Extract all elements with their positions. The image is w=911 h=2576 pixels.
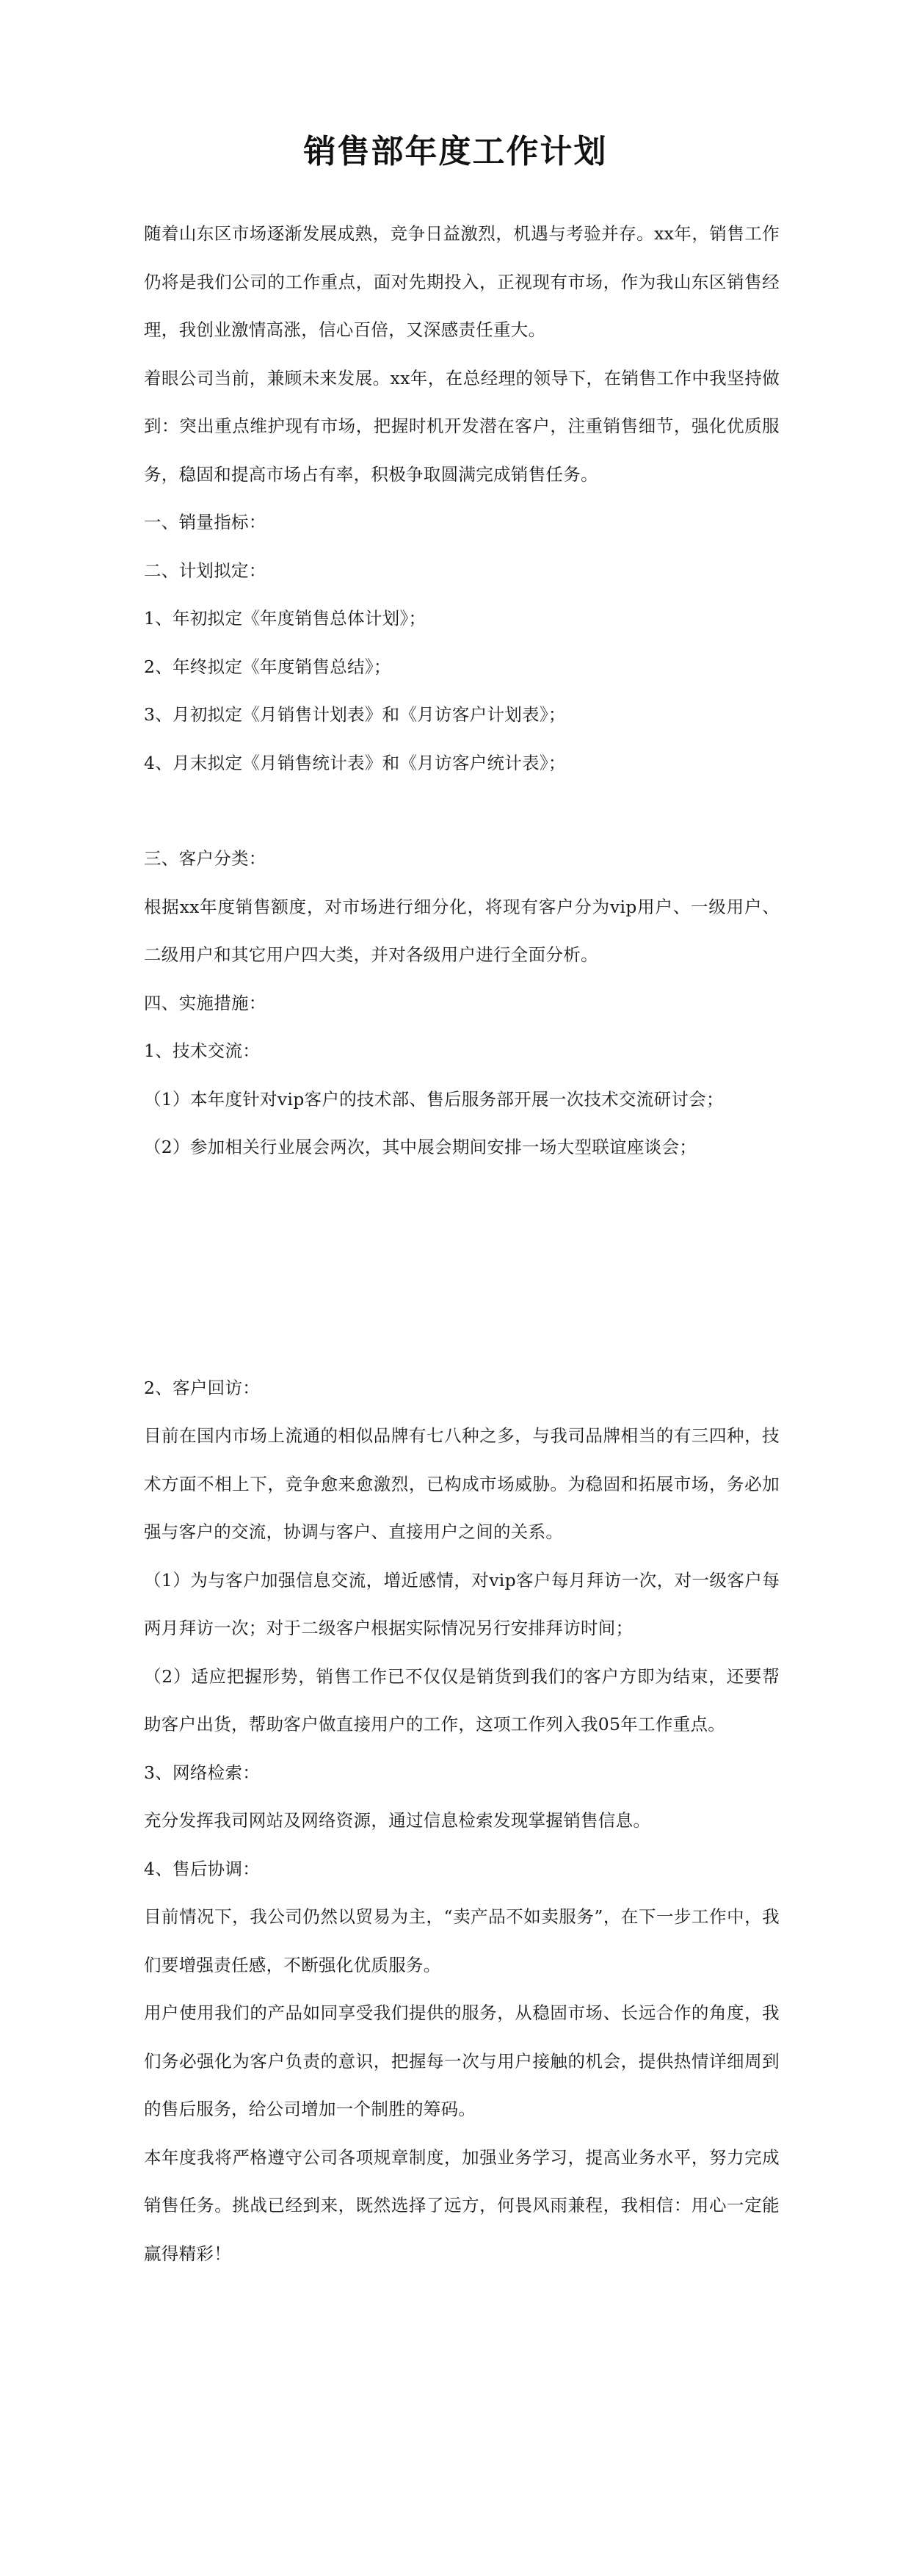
section-heading-plan: 二、计划拟定： bbox=[144, 560, 266, 581]
section-heading-sales-target: 一、销量指标： bbox=[144, 512, 266, 532]
tech-exchange-item-2: （2）参加相关行业展会两次，其中展会期间安排一场大型联谊座谈会； bbox=[144, 1137, 697, 1157]
document-body bbox=[134, 210, 780, 2278]
tech-exchange-item-1: （1）本年度针对vip客户的技术部、售后服务部开展一次技术交流研讨会； bbox=[144, 1088, 724, 1110]
plan-item-1: 1、年初拟定《年度销售总体计划》； bbox=[144, 608, 427, 629]
paragraph-customer-visit: 目前在国内市场上流通的相似品牌有七八种之多，与我司品牌相当的有三四种，技术方面不相上下，竞争愈来愈激烈，已构成市场威胁。为稳固和拓展市场，务必加强与客户的交流，协调与客户、直接用户之间的关系。 bbox=[144, 1425, 780, 1542]
measure-heading-network-search: 3、网络检索： bbox=[144, 1762, 261, 1783]
paragraph-after-sales-2: 用户使用我们的产品如同享受我们提供的服务，从稳固市场、长远合作的角度，我们务必强化为客户负责的意识，把握每一次与用户接触的机会，提供热情详细周到的售后服务，给公司增加一个制胜的筹码。 bbox=[144, 2002, 780, 2119]
paragraph-intro: 随着山东区市场逐渐发展成熟，竞争日益激烈，机遇与考验并存。xx年，销售工作仍将是我们公司的工作重点，面对先期投入，正视现有市场，作为我山东区销售经理，我创业激情高涨，信心百倍，又深感责任重大。 bbox=[144, 223, 780, 340]
section-heading-measures: 四、实施措施： bbox=[144, 992, 266, 1013]
section-heading-customer-category: 三、客户分类： bbox=[144, 848, 266, 869]
paragraph-network-search: 充分发挥我司网站及网络资源，通过信息检索发现掌握销售信息。 bbox=[144, 1810, 651, 1831]
plan-item-4: 4、月末拟定《月销售统计表》和《月访客户统计表》； bbox=[144, 752, 566, 773]
measure-heading-customer-visit: 2、客户回访： bbox=[144, 1377, 261, 1398]
paragraph-focus: 着眼公司当前，兼顾未来发展。xx年，在总经理的领导下，在销售工作中我坚持做到：突出重点维护现有市场，把握时机开发潜在客户，注重销售细节，强化优质服务，稳固和提高市场占有率，积极争取圆满完成销售任务。 bbox=[144, 367, 780, 485]
measure-heading-tech-exchange: 1、技术交流： bbox=[144, 1041, 261, 1061]
customer-visit-item-1: （1）为与客户加强信息交流，增近感情，对vip客户每月拜访一次，对一级客户每两月拜访一次；对于二级客户根据实际情况另行安排拜访时间； bbox=[144, 1569, 780, 1638]
blank-spacer bbox=[134, 787, 780, 835]
paragraph-customer-category: 根据xx年度销售额度，对市场进行细分化，将现有客户分为vip用户、一级用户、二级用户和其它用户四大类，并对各级用户进行全面分析。 bbox=[144, 896, 780, 965]
plan-item-2: 2、年终拟定《年度销售总结》； bbox=[144, 656, 391, 677]
paragraph-closing: 本年度我将严格遵守公司各项规章制度，加强业务学习，提高业务水平，努力完成销售任务。挑战已经到来，既然选择了远方，何畏风雨兼程，我相信：用心一定能赢得精彩！ bbox=[144, 2146, 780, 2264]
customer-visit-item-2: （2）适应把握形势，销售工作已不仅仅是销货到我们的客户方即为结束，还要帮助客户出货，帮助客户做直接用户的工作，这项工作列入我05年工作重点。 bbox=[144, 1665, 780, 1734]
plan-item-3: 3、月初拟定《月销售计划表》和《月访客户计划表》； bbox=[144, 704, 566, 725]
blank-spacer bbox=[134, 1172, 780, 1364]
paragraph-after-sales-1: 目前情况下，我公司仍然以贸易为主，“卖产品不如卖服务”，在下一步工作中，我们要增强责任感，不断强化优质服务。 bbox=[144, 1906, 780, 1975]
document-title: 销售部年度工作计划 bbox=[303, 133, 608, 171]
measure-heading-after-sales: 4、售后协调： bbox=[144, 1858, 261, 1879]
